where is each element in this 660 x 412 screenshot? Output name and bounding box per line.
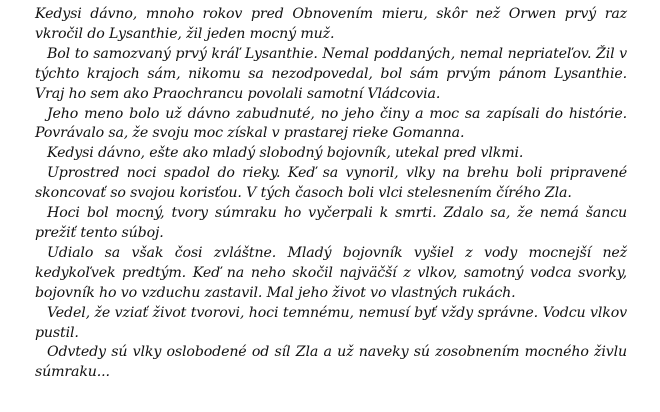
paragraph-2: Bol to samozvaný prvý kráľ Lysanthie. Nemal poddaných, nemal nepriateľov. Žil v týchto krajoch sám, nikomu sa nezodpovedal, bol sám prvým pánom Lysanthie. Vraj ho sem ako Praochrancu povolali samotní Vládcovia. xyxy=(35,45,627,102)
paragraph-1: Kedysi dávno, mnoho rokov pred Obnovením mieru, skôr než Orwen prvý raz vkročil do Lysanthie, žil jeden mocný muž. xyxy=(35,6,627,42)
paragraph-8: Vedel, že vziať život tvorovi, hoci temnému, nemusí byť vždy správne. Vodcu vlkov pustil. xyxy=(35,304,627,341)
paragraph-6: Hoci bol mocný, tvory súmraku ho vyčerpali k smrti. Zdalo sa, že nemá šancu prežiť tento súboj. xyxy=(35,205,627,241)
paragraph-4: Kedysi dávno, ešte ako mladý slobodný bojovník, utekal pred vlkmi. xyxy=(47,145,524,162)
paragraph-5: Uprostred noci spadol do rieky. Keď sa vynoril, vlky na brehu boli pripravené skoncovať so svojou korisťou. V tých časoch boli vlci stelesnením čírého Zla. xyxy=(35,165,627,202)
paragraph-3: Jeho meno bolo už dávno zabudnuté, no jeho činy a moc sa zapísali do histórie. Povrávalo sa, že svoju moc získal v prastarej rieke Gomanna. xyxy=(35,105,627,142)
story-text xyxy=(35,5,627,383)
paragraph-7: Udialo sa však čosi zvláštne. Mladý bojovník vyšiel z vody mocnejší než kedykoľvek predtým. Keď na neho skočil najväčší z vlkov, samotný vodca svorky, bojovník ho vo vzduchu zastavil. Mal jeho život vo vlastných rukách. xyxy=(35,244,627,301)
paragraph-9: Odvtedy sú vlky oslobodené od síl Zla a už naveky sú zosobnením mocného živlu súmraku... xyxy=(35,344,627,381)
